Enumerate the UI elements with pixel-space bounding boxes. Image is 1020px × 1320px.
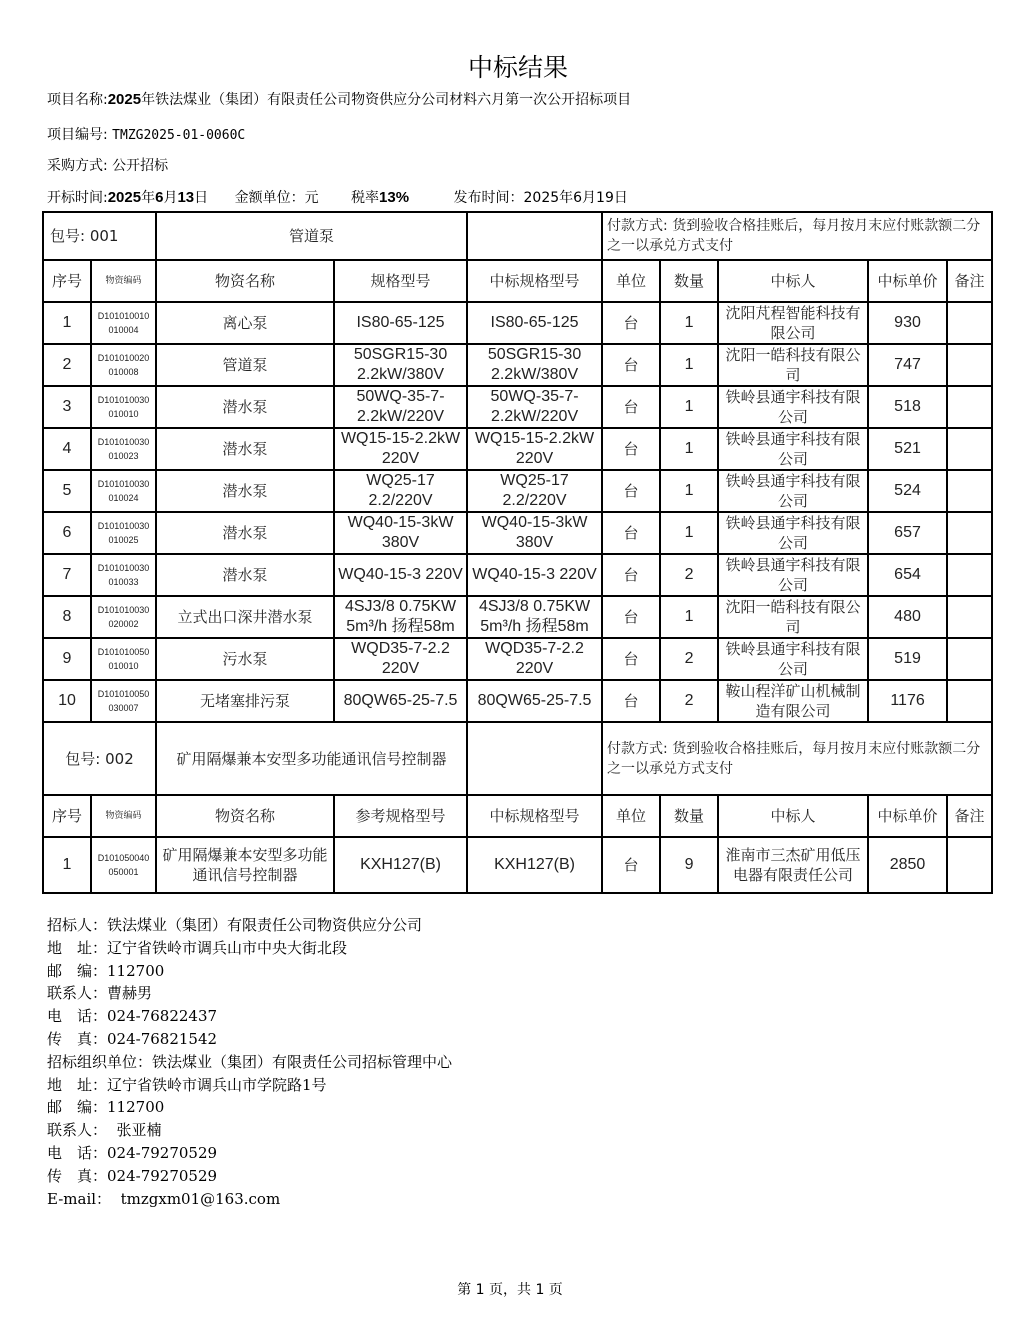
row-number: 6 (43, 512, 91, 554)
quantity: 2 (660, 638, 718, 680)
table-row (43, 638, 992, 680)
tax-value: 13% (379, 189, 410, 206)
contact-line (47, 1028, 452, 1051)
package-header-row (43, 722, 992, 795)
table-row (43, 512, 992, 554)
column-header-spec-model: 参考规格型号 (334, 795, 467, 837)
contact-value: 曹赫男 (107, 984, 153, 1003)
contact-line (47, 982, 452, 1005)
contact-line (47, 1051, 452, 1074)
column-header-spec-model: 规格型号 (334, 260, 467, 302)
column-header-unit: 单位 (602, 260, 660, 302)
open-month-unit: 月 (163, 190, 178, 206)
page-title: 中标结果 (467, 53, 568, 82)
winning-bidder: 铁岭县通宇科技有限公司 (718, 554, 868, 596)
contact-line (47, 1119, 452, 1142)
winning-bidder: 沈阳一皓科技有限公司 (718, 344, 868, 386)
contact-label: 传 真： (47, 1029, 108, 1048)
award-table (42, 211, 993, 894)
spec-model: WQ25-17 2.2/220V (334, 470, 467, 512)
quantity: 1 (660, 512, 718, 554)
spec-model: 50WQ-35-7-2.2kW/220V (334, 386, 467, 428)
unit: 台 (602, 680, 660, 722)
material-name: 潜水泵 (156, 470, 334, 512)
project-name-line (47, 89, 631, 109)
material-name: 离心泵 (156, 302, 334, 344)
remark (947, 837, 992, 893)
quantity: 1 (660, 428, 718, 470)
unit: 台 (602, 302, 660, 344)
row-number: 7 (43, 554, 91, 596)
package-name: 矿用隔爆兼本安型多功能通讯信号控制器 (156, 722, 467, 795)
column-header-material-code: 物资编码 (91, 260, 156, 302)
unit: 台 (602, 596, 660, 638)
winning-bidder: 沈阳一皓科技有限公司 (718, 596, 868, 638)
payment-terms: 付款方式: 货到验收合格挂账后，每月按月末应付账款额二分之一以承兑方式支付 (602, 722, 992, 795)
material-code: D101010010 010004 (91, 302, 156, 344)
unit: 台 (602, 428, 660, 470)
contact-value: 辽宁省铁岭市调兵山市学院路1号 (107, 1075, 327, 1094)
spec-model: 80QW65-25-7.5 (334, 680, 467, 722)
remark (947, 344, 992, 386)
contact-value: 024-76822437 (107, 1007, 218, 1026)
package-name: 管道泵 (156, 212, 467, 260)
row-number: 2 (43, 344, 91, 386)
table-row (43, 470, 992, 512)
winning-spec-model: WQ40-15-3 220V (467, 554, 602, 596)
contact-value: 024-79270529 (107, 1143, 218, 1162)
contact-value[interactable]: tmzgxm01@163.com (111, 1189, 281, 1208)
spec-model: WQ15-15-2.2kW 220V (334, 428, 467, 470)
contact-line (47, 1074, 452, 1097)
payment-terms: 付款方式: 货到验收合格挂账后，每月按月末应付账款额二分之一以承兑方式支付 (602, 212, 992, 260)
material-name: 无堵塞排污泵 (156, 680, 334, 722)
contact-value: 112700 (107, 1098, 165, 1117)
winning-spec-model: WQ25-17 2.2/220V (467, 470, 602, 512)
package-header-row (43, 212, 992, 260)
material-code: D101010050 030007 (91, 680, 156, 722)
column-header-material-code: 物资编码 (91, 795, 156, 837)
unit: 台 (602, 837, 660, 893)
contact-label: 联系人： (47, 1121, 108, 1140)
winning-spec-model: 50WQ-35-7-2.2kW/220V (467, 386, 602, 428)
column-header-quantity: 数量 (660, 795, 718, 837)
remark (947, 638, 992, 680)
open-time-label: 开标时间: (47, 190, 108, 206)
remark (947, 680, 992, 722)
contact-value: 112700 (107, 961, 165, 980)
row-number: 5 (43, 470, 91, 512)
unit-price: 480 (868, 596, 947, 638)
unit: 台 (602, 512, 660, 554)
winning-spec-model: 80QW65-25-7.5 (467, 680, 602, 722)
material-code: D101010030 010025 (91, 512, 156, 554)
winning-bidder: 淮南市三杰矿用低压电器有限责任公司 (718, 837, 868, 893)
package-blank (467, 212, 602, 260)
contact-label: 招标人： (47, 916, 108, 934)
contact-label: 邮 编： (47, 961, 108, 980)
column-header-unit: 单位 (602, 795, 660, 837)
contact-label: 联系人： (47, 984, 108, 1003)
contact-value: 铁法煤业（集团）有限责任公司物资供应分公司 (107, 916, 423, 934)
table-row (43, 596, 992, 638)
contact-line (47, 1142, 452, 1165)
material-name: 潜水泵 (156, 512, 334, 554)
project-name-year: 2025 (107, 91, 142, 108)
remark (947, 302, 992, 344)
contact-label: 邮 编： (47, 1098, 108, 1117)
quantity: 1 (660, 302, 718, 344)
project-name-value: 年铁法煤业（集团）有限责任公司物资供应分公司材料六月第一次公开招标项目 (141, 92, 632, 108)
contact-value: 辽宁省铁岭市调兵山市中央大街北段 (107, 938, 348, 957)
contact-line (47, 1188, 452, 1211)
remark (947, 596, 992, 638)
table-row (43, 837, 992, 893)
purchase-method-line (47, 155, 168, 175)
material-code: D101010030 010024 (91, 470, 156, 512)
unit: 台 (602, 554, 660, 596)
table-row (43, 680, 992, 722)
contact-value: 张亚楠 (107, 1121, 162, 1140)
material-name: 矿用隔爆兼本安型多功能通讯信号控制器 (156, 837, 334, 893)
winning-spec-model: WQ40-15-3kW 380V (467, 512, 602, 554)
quantity: 1 (660, 596, 718, 638)
unit: 台 (602, 386, 660, 428)
opening-info-line (47, 187, 628, 207)
row-number: 3 (43, 386, 91, 428)
package-number: 包号: 002 (43, 722, 156, 795)
contact-label: 电 话： (47, 1143, 108, 1162)
column-header-winning-bidder: 中标人 (718, 795, 868, 837)
winning-bidder: 铁岭县通宇科技有限公司 (718, 386, 868, 428)
material-name: 管道泵 (156, 344, 334, 386)
open-month: 6 (155, 189, 164, 206)
column-header-remark: 备注 (947, 260, 992, 302)
unit: 台 (602, 638, 660, 680)
column-header-material-name: 物资名称 (156, 795, 334, 837)
table-row (43, 302, 992, 344)
spec-model: KXH127(B) (334, 837, 467, 893)
project-code-label: 项目编号: (47, 127, 113, 143)
publish-time: 发布时间：2025年6月19日 (453, 190, 628, 206)
contact-line (47, 937, 452, 960)
quantity: 9 (660, 837, 718, 893)
row-number: 8 (43, 596, 91, 638)
contact-value: 铁法煤业（集团）有限责任公司招标管理中心 (152, 1052, 453, 1071)
remark (947, 554, 992, 596)
material-code: D101010030 020002 (91, 596, 156, 638)
project-code-line (47, 124, 245, 144)
winning-spec-model: WQ15-15-2.2kW 220V (467, 428, 602, 470)
material-code: D101010020 010008 (91, 344, 156, 386)
quantity: 2 (660, 680, 718, 722)
unit-price: 930 (868, 302, 947, 344)
remark (947, 428, 992, 470)
currency-unit: 金额单位：元 (234, 190, 319, 206)
unit-price: 524 (868, 470, 947, 512)
unit-price: 747 (868, 344, 947, 386)
row-number: 10 (43, 680, 91, 722)
quantity: 2 (660, 554, 718, 596)
contact-line (47, 960, 452, 983)
material-code: D101010030 010010 (91, 386, 156, 428)
spec-model: IS80-65-125 (334, 302, 467, 344)
column-header-row-number: 序号 (43, 260, 91, 302)
contact-label: 地 址： (47, 938, 108, 957)
package-blank (467, 722, 602, 795)
open-day: 13 (177, 189, 195, 206)
table-row (43, 386, 992, 428)
quantity: 1 (660, 344, 718, 386)
column-header-row-number: 序号 (43, 795, 91, 837)
row-number: 9 (43, 638, 91, 680)
spec-model: WQ40-15-3 220V (334, 554, 467, 596)
contact-value: 024-79270529 (107, 1166, 218, 1185)
material-name: 立式出口深井潜水泵 (156, 596, 334, 638)
unit-price: 1176 (868, 680, 947, 722)
page-number: 第 1 页，共 1 页 (457, 1282, 563, 1298)
open-year: 2025 (107, 189, 142, 206)
project-code-value: TMZG2025-01-0060C (112, 128, 246, 143)
winning-bidder: 铁岭县通宇科技有限公司 (718, 470, 868, 512)
unit: 台 (602, 470, 660, 512)
column-header-remark: 备注 (947, 795, 992, 837)
unit-price: 521 (868, 428, 947, 470)
winning-bidder: 铁岭县通宇科技有限公司 (718, 428, 868, 470)
winning-spec-model: IS80-65-125 (467, 302, 602, 344)
spec-model: WQD35-7-2.2 220V (334, 638, 467, 680)
remark (947, 512, 992, 554)
column-header-winning-spec-model: 中标规格型号 (467, 260, 602, 302)
purchase-method-value: 公开招标 (112, 158, 169, 174)
unit-price: 657 (868, 512, 947, 554)
row-number: 4 (43, 428, 91, 470)
row-number: 1 (43, 302, 91, 344)
spec-model: 4SJ3/8 0.75KW 5m³/h 扬程58m (334, 596, 467, 638)
material-name: 潜水泵 (156, 386, 334, 428)
tax-label: 税率 (351, 190, 380, 206)
contact-label: 电 话： (47, 1007, 108, 1026)
spec-model: 50SGR15-30 2.2kW/380V (334, 344, 467, 386)
contact-line (47, 1005, 452, 1028)
material-code: D101010030 010023 (91, 428, 156, 470)
material-code: D101010050 010010 (91, 638, 156, 680)
winning-spec-model: 50SGR15-30 2.2kW/380V (467, 344, 602, 386)
table-row (43, 344, 992, 386)
winning-bidder: 鞍山程洋矿山机械制造有限公司 (718, 680, 868, 722)
purchase-method-label: 采购方式: (47, 158, 113, 174)
table-row (43, 554, 992, 596)
project-name-label: 项目名称: (47, 92, 108, 108)
column-header-winning-spec-model: 中标规格型号 (467, 795, 602, 837)
winning-bidder: 铁岭县通宇科技有限公司 (718, 512, 868, 554)
contact-label: 地 址： (47, 1075, 108, 1094)
remark (947, 470, 992, 512)
unit-price: 518 (868, 386, 947, 428)
contact-info (47, 914, 452, 1210)
contact-line (47, 1165, 452, 1188)
winning-bidder: 沈阳芃程智能科技有限公司 (718, 302, 868, 344)
contact-label: 传 真： (47, 1166, 108, 1185)
column-header-winning-bidder: 中标人 (718, 260, 868, 302)
column-header-unit-price: 中标单价 (868, 795, 947, 837)
unit-price: 2850 (868, 837, 947, 893)
column-header-row (43, 260, 992, 302)
column-header-row (43, 795, 992, 837)
contact-line (47, 1096, 452, 1119)
contact-line (47, 914, 452, 937)
contact-label: E-mail： (47, 1189, 112, 1208)
winning-spec-model: 4SJ3/8 0.75KW 5m³/h 扬程58m (467, 596, 602, 638)
table-row (43, 428, 992, 470)
package-number: 包号: 001 (43, 212, 156, 260)
quantity: 1 (660, 386, 718, 428)
material-code: D101050040 050001 (91, 837, 156, 893)
material-name: 潜水泵 (156, 428, 334, 470)
column-header-quantity: 数量 (660, 260, 718, 302)
unit: 台 (602, 344, 660, 386)
spec-model: WQ40-15-3kW 380V (334, 512, 467, 554)
quantity: 1 (660, 470, 718, 512)
row-number: 1 (43, 837, 91, 893)
column-header-material-name: 物资名称 (156, 260, 334, 302)
material-name: 污水泵 (156, 638, 334, 680)
column-header-unit-price: 中标单价 (868, 260, 947, 302)
remark (947, 386, 992, 428)
contact-label: 招标组织单位： (47, 1052, 153, 1071)
winning-bidder: 铁岭县通宇科技有限公司 (718, 638, 868, 680)
unit-price: 654 (868, 554, 947, 596)
open-year-unit: 年 (141, 190, 156, 206)
winning-spec-model: WQD35-7-2.2 220V (467, 638, 602, 680)
contact-value: 024-76821542 (107, 1029, 218, 1048)
open-day-unit: 日 (194, 190, 209, 206)
material-name: 潜水泵 (156, 554, 334, 596)
material-code: D101010030 010033 (91, 554, 156, 596)
winning-spec-model: KXH127(B) (467, 837, 602, 893)
unit-price: 519 (868, 638, 947, 680)
